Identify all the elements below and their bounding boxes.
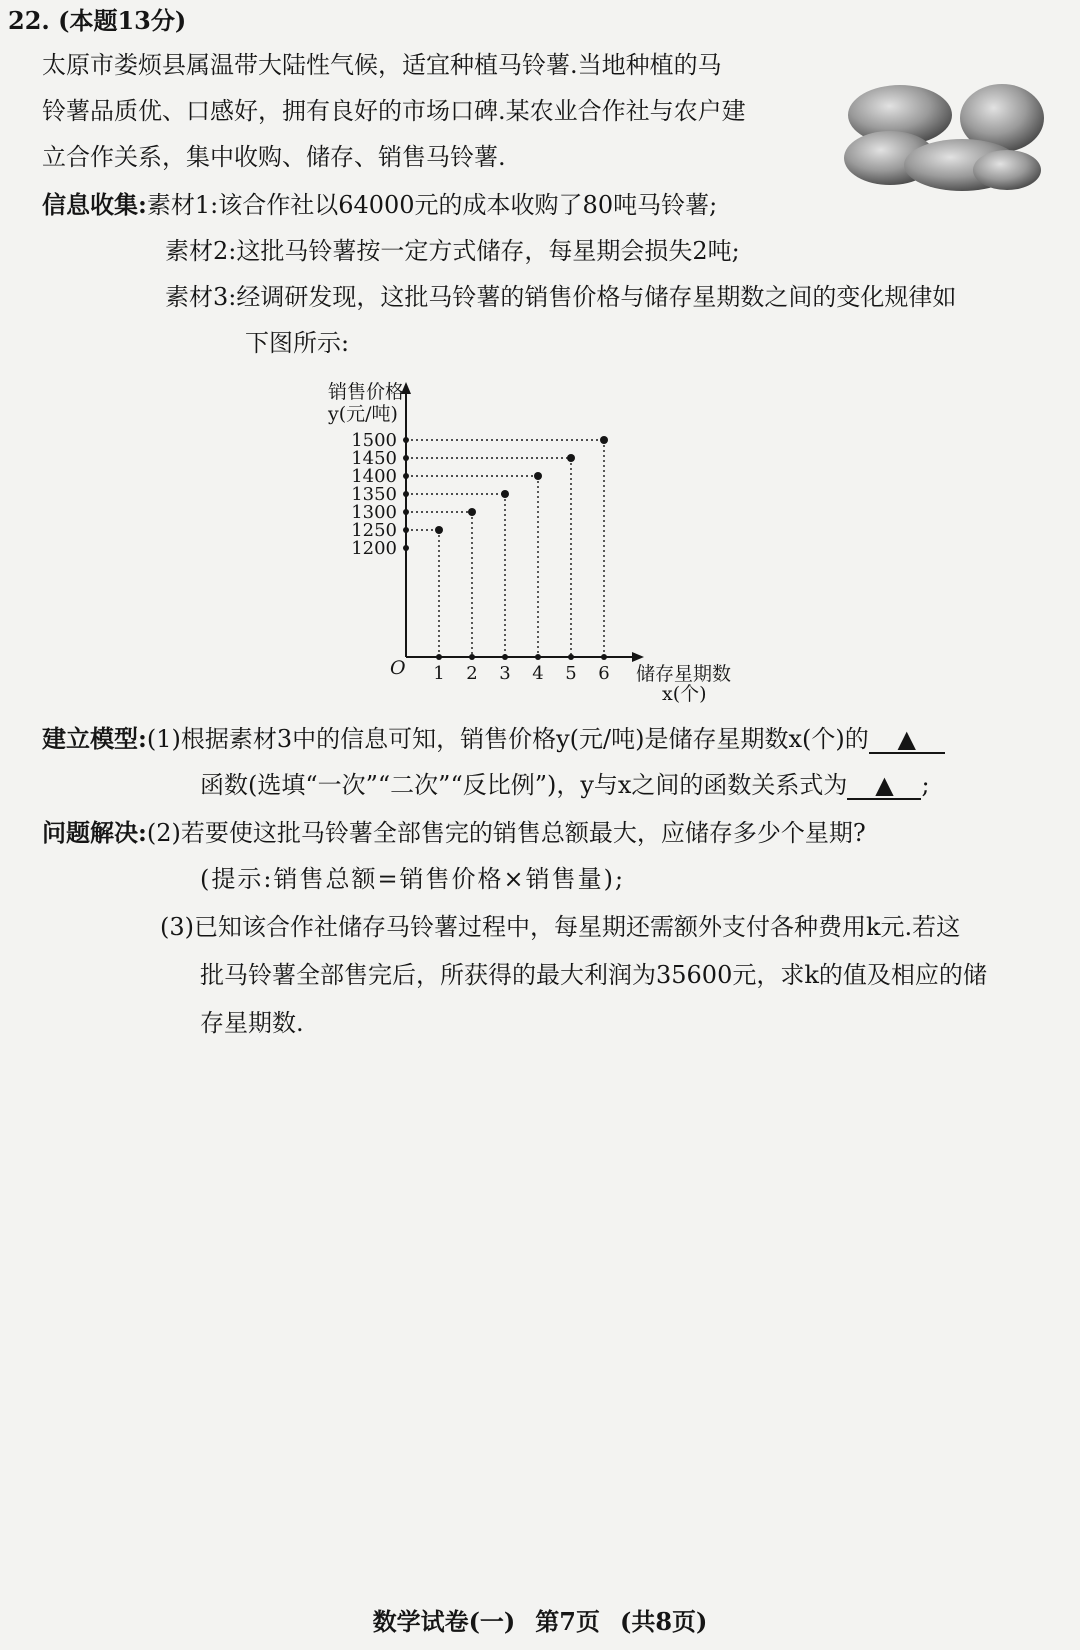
- potato-shape: [973, 150, 1041, 190]
- blank-marker: ▲: [897, 725, 916, 753]
- question-1-line-2: 函数(选填“一次”“二次”“反比例”)，y与x之间的函数关系式为: [200, 771, 848, 799]
- material-1-row: [42, 190, 717, 220]
- material-3-line-2: 下图所示:: [245, 329, 350, 357]
- x-tick-label: 1: [433, 663, 445, 684]
- x-tick-label: 2: [466, 663, 478, 684]
- intro-line-2: 铃薯品质优、口感好，拥有良好的市场口碑.某农业合作社与农户建: [42, 97, 746, 125]
- exam-title: 数学试卷(一): [372, 1607, 516, 1636]
- info-collection-label: 信息收集:: [42, 190, 147, 219]
- y-tick-dot: [403, 545, 409, 551]
- question-2: (2)若要使这批马铃薯全部售完的销售总额最大，应储存多少个星期?: [146, 819, 866, 847]
- x-tick-label: 5: [565, 663, 577, 684]
- problem-header: 22. (本题13分): [8, 6, 187, 35]
- question-3-line-3: 存星期数.: [200, 1009, 304, 1037]
- data-point: [468, 508, 476, 516]
- x-axis-label: 储存星期数: [636, 663, 732, 685]
- y-axis-label: 销售价格: [328, 381, 405, 403]
- question-1-line-1: (1)根据素材3中的信息可知，销售价格y(元/吨)是储存星期数x(个)的: [146, 725, 869, 753]
- question-1-row: [42, 724, 945, 754]
- y-tick-label: 1250: [351, 520, 397, 541]
- question-3-line-2: 批马铃薯全部售完后，所获得的最大利润为35600元，求k的值及相应的储: [200, 961, 987, 989]
- page-number: 第7页: [535, 1607, 600, 1636]
- model-label: 建立模型:: [42, 724, 147, 753]
- page-footer: [0, 1602, 1080, 1637]
- intro-line-3: 立合作关系，集中收购、储存、销售马铃薯.: [42, 143, 506, 171]
- material-2: 素材2:这批马铃薯按一定方式储存，每星期会损失2吨;: [165, 237, 740, 265]
- data-point: [534, 472, 542, 480]
- x-axis-unit: x(个): [662, 683, 707, 705]
- x-axis-arrow: [632, 652, 644, 662]
- question-2-row: [42, 818, 866, 848]
- semicolon: ;: [921, 771, 930, 799]
- x-tick-label: 6: [598, 663, 610, 684]
- y-axis-unit: y(元/吨): [328, 403, 398, 425]
- solve-label: 问题解决:: [42, 818, 147, 847]
- answer-blank-1[interactable]: [869, 726, 945, 754]
- question-2-hint: (提示:销售总额=销售价格×销售量);: [200, 865, 626, 893]
- data-point: [567, 454, 575, 462]
- intro-line-1: 太原市娄烦县属温带大陆性气候，适宜种植马铃薯.当地种植的马: [42, 51, 722, 79]
- y-tick-label: 1200: [351, 538, 397, 559]
- answer-blank-2[interactable]: [847, 772, 921, 800]
- data-point: [600, 436, 608, 444]
- material-1: 素材1:该合作社以64000元的成本收购了80吨马铃薯;: [146, 191, 718, 219]
- y-tick-label: 1350: [351, 484, 397, 505]
- data-point: [435, 526, 443, 534]
- y-tick-label: 1400: [351, 466, 397, 487]
- potato-illustration: [842, 70, 1047, 195]
- total-pages: (共8页): [620, 1607, 708, 1636]
- x-tick-label: 4: [532, 663, 544, 684]
- x-tick-label: 3: [499, 663, 511, 684]
- question-1-row-2: [200, 770, 930, 800]
- origin-label: O: [390, 657, 406, 679]
- y-tick-label: 1500: [351, 430, 397, 451]
- blank-marker: ▲: [875, 771, 894, 799]
- question-3-line-1: (3)已知该合作社储存马铃薯过程中，每星期还需额外支付各种费用k元.若这: [160, 913, 961, 941]
- y-tick-label: 1450: [351, 448, 397, 469]
- price-chart: [300, 372, 760, 717]
- material-3-line-1: 素材3:经调研发现，这批马铃薯的销售价格与储存星期数之间的变化规律如: [165, 283, 957, 311]
- data-point: [501, 490, 509, 498]
- y-tick-label: 1300: [351, 502, 397, 523]
